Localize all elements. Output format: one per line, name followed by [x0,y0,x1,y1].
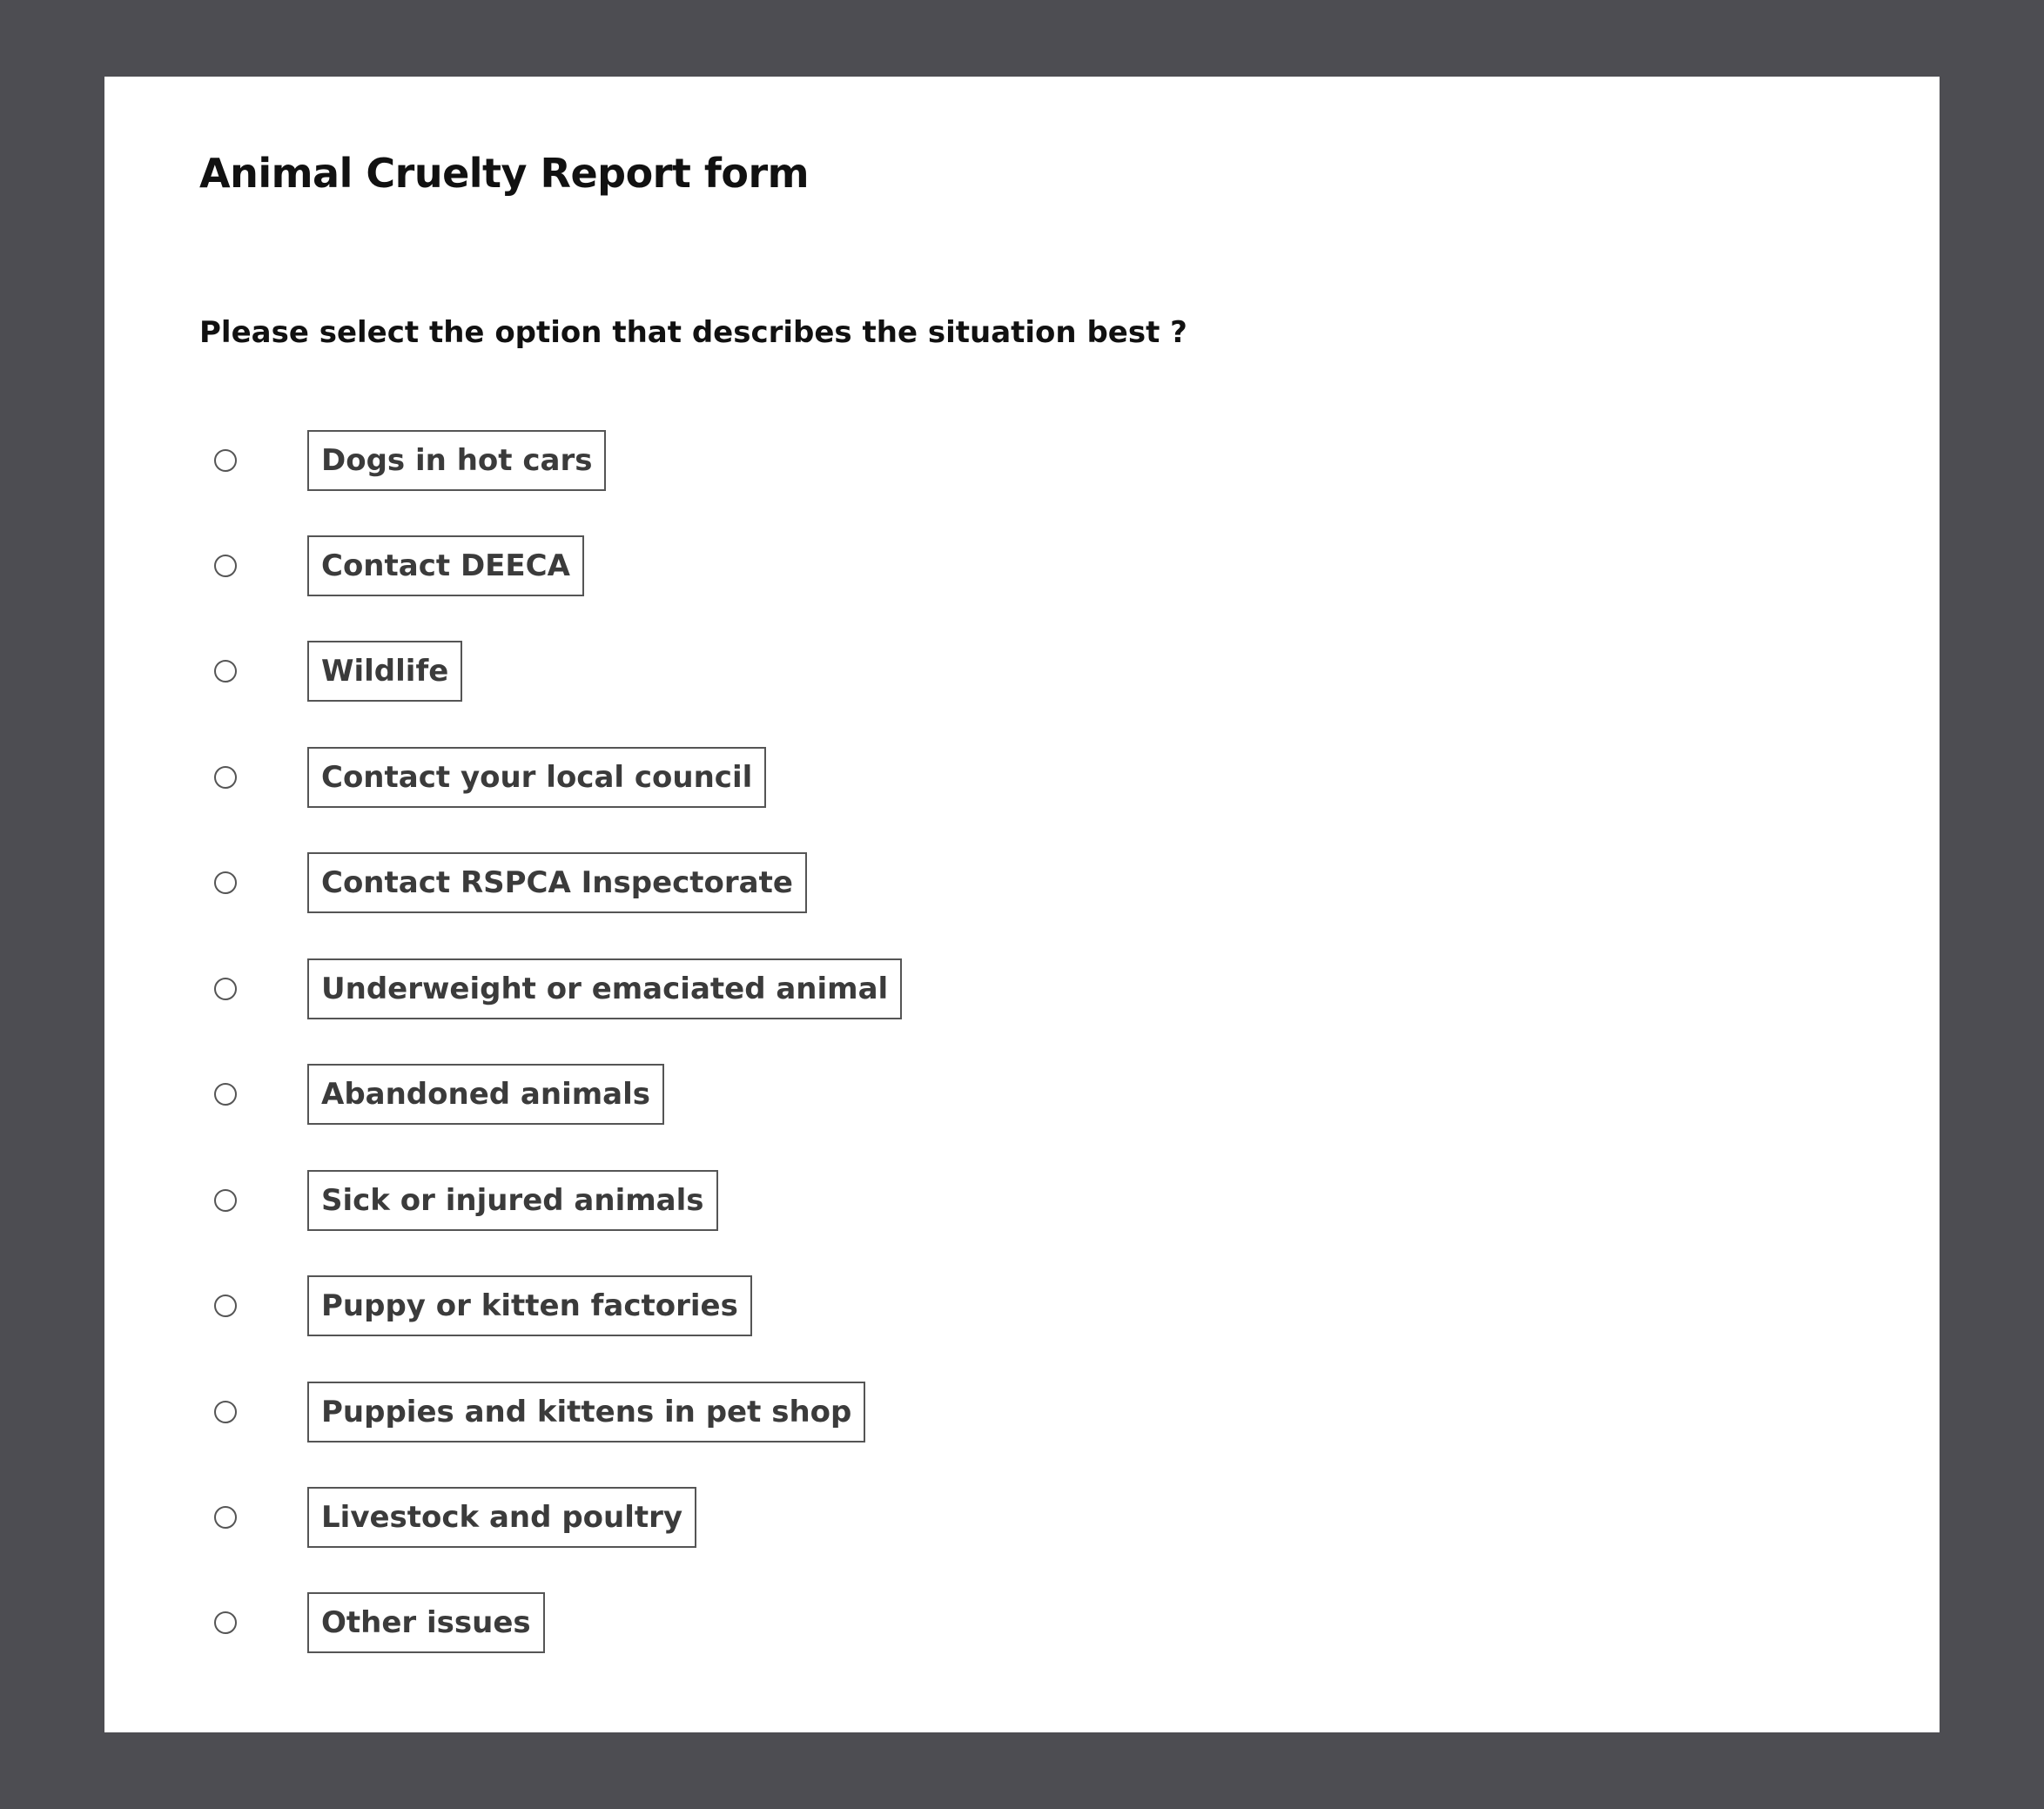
radio-button[interactable] [214,555,237,577]
option-label[interactable]: Puppies and kittens in pet shop [307,1382,865,1442]
option-label[interactable]: Livestock and poultry [307,1487,696,1548]
option-contact-rspca-inspectorate[interactable] [214,851,807,914]
radio-button[interactable] [214,1083,237,1106]
option-puppies-kittens-pet-shop[interactable] [214,1381,865,1443]
option-wildlife[interactable] [214,640,462,703]
question-text: Please select the option that describes the situation best ? [199,315,1187,350]
option-label[interactable]: Contact your local council [307,747,766,808]
option-puppy-kitten-factories[interactable] [214,1274,752,1337]
radio-button[interactable] [214,766,237,789]
option-livestock-and-poultry[interactable] [214,1486,696,1549]
radio-button[interactable] [214,1401,237,1423]
option-label[interactable]: Contact RSPCA Inspectorate [307,852,807,913]
radio-button[interactable] [214,1506,237,1529]
option-label[interactable]: Puppy or kitten factories [307,1275,752,1336]
radio-button[interactable] [214,449,237,472]
option-label[interactable]: Contact DEECA [307,535,584,596]
option-abandoned-animals[interactable] [214,1063,664,1126]
option-other-issues[interactable] [214,1591,545,1654]
option-label[interactable]: Wildlife [307,641,462,702]
option-label[interactable]: Dogs in hot cars [307,430,606,491]
option-dogs-in-hot-cars[interactable] [214,429,606,492]
option-underweight-animal[interactable] [214,958,902,1020]
radio-button[interactable] [214,1189,237,1212]
option-sick-or-injured-animals[interactable] [214,1169,718,1232]
radio-button[interactable] [214,1295,237,1317]
radio-button[interactable] [214,978,237,1000]
option-label[interactable]: Abandoned animals [307,1064,664,1125]
radio-button[interactable] [214,1611,237,1634]
option-contact-local-council[interactable] [214,746,766,809]
option-label[interactable]: Underweight or emaciated animal [307,958,902,1019]
option-contact-deeca[interactable] [214,535,584,597]
option-label[interactable]: Other issues [307,1592,545,1653]
radio-button[interactable] [214,660,237,683]
option-label[interactable]: Sick or injured animals [307,1170,718,1231]
radio-button[interactable] [214,871,237,894]
form-title: Animal Cruelty Report form [199,150,810,197]
